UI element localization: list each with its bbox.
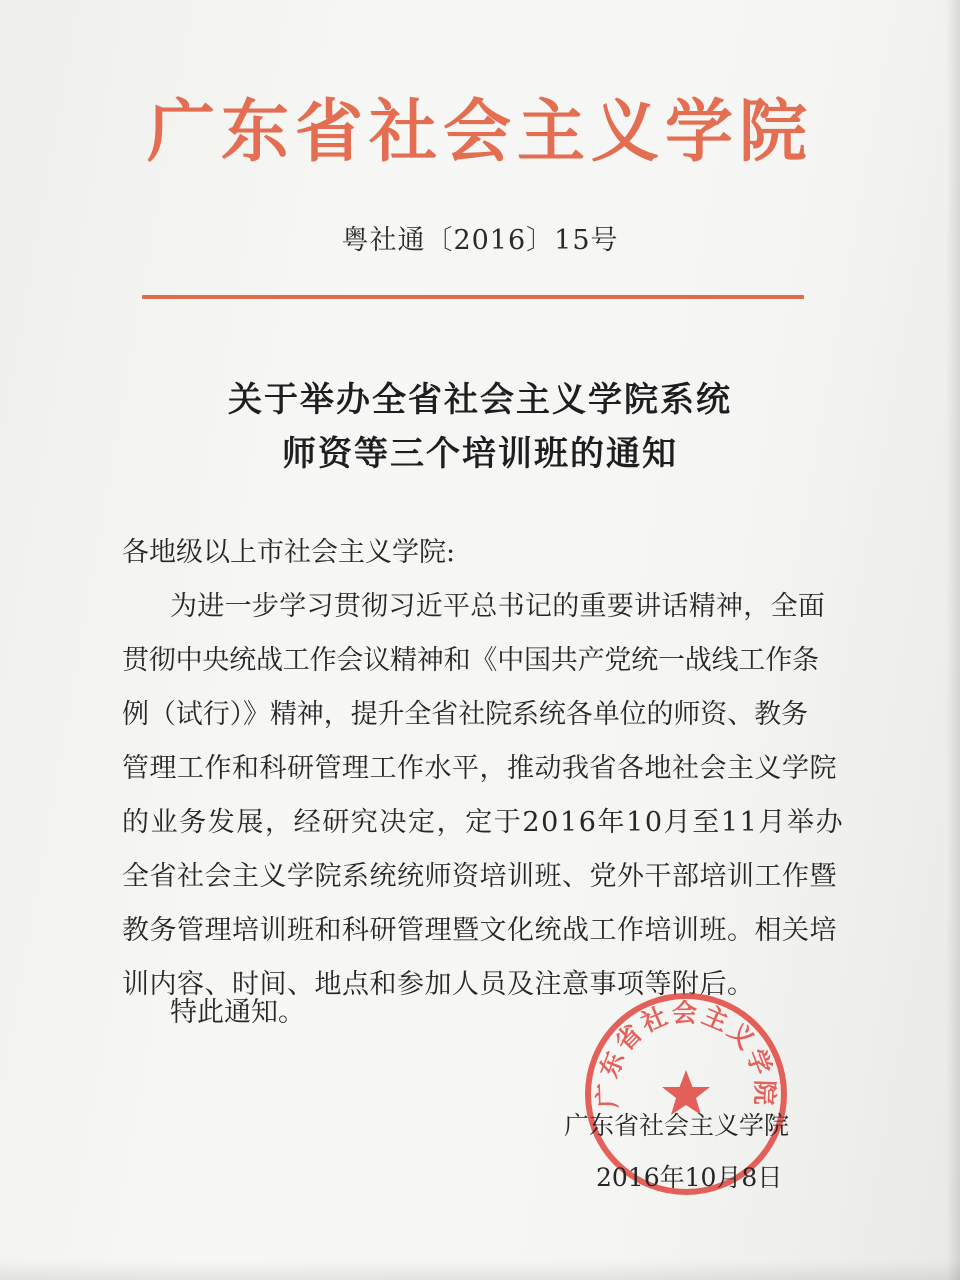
page-edge-shadow [946,0,960,1280]
body-line-3: 例（试行）》精神，提升全省社院系统各单位的师资、教务 [122,699,808,730]
body-line-6: 全省社会主义学院系统统师资培训班、党外干部培训工作暨 [122,861,837,892]
body-line-4: 管理工作和科研管理工作水平，推动我省各地社会主义学院 [122,753,837,784]
body-line-1: 为进一步学习贯彻习近平总书记的重要讲话精神，全面 [170,591,826,622]
body-line-2: 贯彻中央统战工作会议精神和《中国共产党统一战线工作条 [122,645,819,676]
salutation: 各地级以上市社会主义学院: [122,537,456,568]
masthead-title: 广东省社会主义学院 [146,92,813,172]
document-number: 粤社通〔2016〕15号 [341,225,619,256]
body-line-7: 教务管理培训班和科研管理暨文化统战工作培训班。相关培 [122,915,837,946]
closing-remark: 特此通知。 [170,997,305,1028]
notice-title-line-1: 关于举办全省社会主义学院系统 [228,380,732,420]
body-line-8: 训内容、时间、地点和参加人员及注意事项等附后。 [122,969,755,1000]
red-separator-line [142,295,804,299]
page-bottom-shadow [0,1260,960,1280]
seal-text: 广东省社会主义学院 [592,998,780,1109]
issuer-signature: 广东省社会主义学院 [564,1111,790,1140]
body-line-5: 的业务发展，经研究决定，定于2016年10月至11月举办 [122,807,845,838]
issue-date: 2016年10月8日 [596,1163,783,1192]
notice-title-line-2: 师资等三个培训班的通知 [282,434,678,474]
